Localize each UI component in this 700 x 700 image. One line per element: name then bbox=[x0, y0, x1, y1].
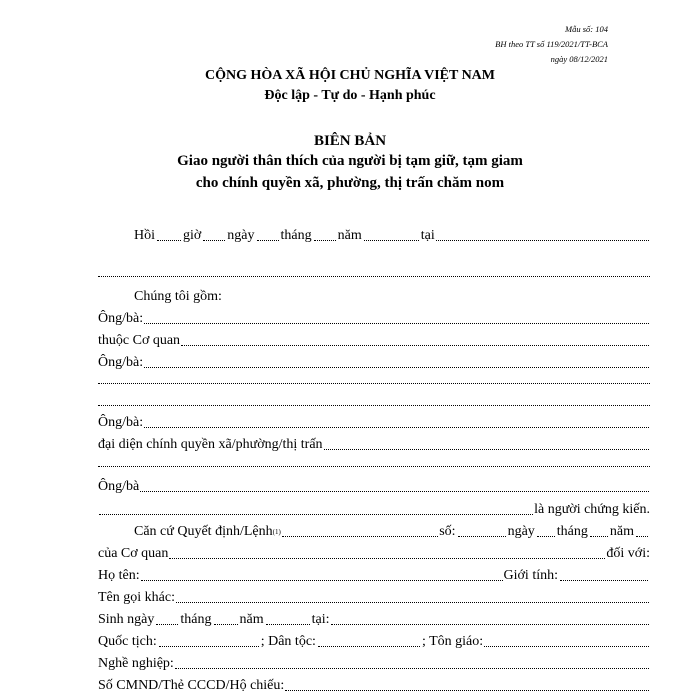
full-name-field[interactable] bbox=[141, 580, 503, 581]
officer-1-field[interactable] bbox=[144, 323, 649, 324]
officer-2-field[interactable] bbox=[144, 367, 649, 368]
local-authority-row bbox=[98, 437, 650, 453]
witness-row-2 bbox=[98, 502, 650, 518]
label-doi-voi: đối với: bbox=[606, 546, 650, 561]
form-regulation: BH theo TT số 119/2021/TT-BCA bbox=[495, 39, 608, 49]
time-place-row bbox=[98, 228, 650, 244]
motto: Độc lập - Tự do - Hạnh phúc bbox=[264, 88, 436, 103]
witness-label: là người chứng kiến. bbox=[534, 502, 650, 517]
hour-field[interactable] bbox=[157, 240, 181, 241]
decision-year-field[interactable] bbox=[636, 536, 648, 537]
representative-row bbox=[98, 415, 650, 431]
label-so-cmnd: Số CMND/Thẻ CCCD/Hộ chiếu: bbox=[98, 678, 285, 693]
birthplace-field[interactable] bbox=[331, 624, 650, 625]
label-hoi: Hồi bbox=[134, 228, 155, 243]
birth-year-field[interactable] bbox=[266, 624, 310, 625]
label-quoc-tich: Quốc tịch: bbox=[98, 634, 157, 649]
nationality-field[interactable] bbox=[159, 646, 259, 647]
label-ton-giao: ; Tôn giáo: bbox=[421, 634, 484, 649]
label-tai: tại bbox=[420, 228, 435, 243]
country-name: CỘNG HÒA XÃ HỘI CHỦ NGHĨA VIỆT NAM bbox=[204, 68, 495, 83]
label-ong-ba-1: Ông/bà: bbox=[98, 311, 144, 326]
form-code-block bbox=[408, 22, 608, 67]
participants-intro: Chúng tôi gồm: bbox=[134, 289, 222, 304]
label-birth-thang: tháng bbox=[180, 612, 212, 627]
day-field[interactable] bbox=[257, 240, 279, 241]
label-thang: tháng bbox=[280, 228, 312, 243]
decision-number-field[interactable] bbox=[458, 536, 506, 537]
label-basis-ngay: ngày bbox=[507, 524, 535, 539]
label-thuoc-co-quan: thuộc Cơ quan bbox=[98, 333, 181, 348]
label-nghe-nghiep: Nghề nghiệp: bbox=[98, 656, 174, 671]
form-date: ngày 08/12/2021 bbox=[550, 54, 608, 64]
label-dan-toc: ; Dân tộc: bbox=[260, 634, 316, 649]
id-number-row bbox=[98, 678, 650, 694]
representative-field[interactable] bbox=[144, 427, 649, 428]
agency-row bbox=[98, 333, 650, 349]
witness-row bbox=[98, 479, 650, 495]
participants-intro-row bbox=[98, 289, 650, 305]
form-code: Mẫu số: 104 bbox=[565, 24, 608, 34]
minute-field[interactable] bbox=[203, 240, 225, 241]
label-so: số: bbox=[439, 524, 456, 539]
document-subtitle-1: Giao người thân thích của người bị tạm giữ, tạm giam bbox=[177, 153, 523, 169]
year-field[interactable] bbox=[364, 240, 419, 241]
footnote-marker: (1) bbox=[272, 528, 281, 536]
occupation-field[interactable] bbox=[175, 668, 649, 669]
document-title: BIÊN BẢN bbox=[313, 133, 387, 149]
occupation-row bbox=[98, 656, 650, 672]
document-subtitle-2: cho chính quyền xã, phường, thị trấn chăm nom bbox=[195, 175, 505, 191]
basis-row bbox=[98, 524, 650, 540]
birth-day-field[interactable] bbox=[156, 624, 178, 625]
label-gio: giờ bbox=[183, 228, 202, 243]
officer-1-row bbox=[98, 311, 650, 327]
label-dai-dien: đại diện chính quyền xã/phường/thị trấn bbox=[98, 437, 323, 452]
label-can-cu: Căn cứ Quyết định/Lệnh bbox=[134, 524, 273, 539]
label-basis-thang: tháng bbox=[556, 524, 588, 539]
ethnicity-field[interactable] bbox=[318, 646, 420, 647]
witness-field[interactable] bbox=[140, 491, 649, 492]
month-field[interactable] bbox=[314, 240, 336, 241]
label-ong-ba-3: Ông/bà: bbox=[98, 415, 144, 430]
label-ong-ba-4: Ông/bà bbox=[98, 479, 140, 494]
name-row bbox=[98, 568, 650, 584]
label-ten-goi-khac: Tên gọi khác: bbox=[98, 590, 175, 605]
label-ong-ba-2: Ông/bà: bbox=[98, 355, 144, 370]
decision-month-field[interactable] bbox=[590, 536, 608, 537]
birth-row bbox=[98, 612, 650, 628]
decision-day-field[interactable] bbox=[537, 536, 555, 537]
id-number-field[interactable] bbox=[285, 690, 649, 691]
local-authority-field[interactable] bbox=[324, 449, 649, 450]
birth-month-field[interactable] bbox=[214, 624, 238, 625]
label-birth-tai: tại: bbox=[311, 612, 330, 627]
decision-field[interactable] bbox=[282, 536, 438, 537]
label-ngay: ngày bbox=[227, 228, 255, 243]
label-cua-co-quan: của Cơ quan bbox=[98, 546, 169, 561]
gender-field[interactable] bbox=[560, 580, 648, 581]
label-sinh-ngay: Sinh ngày bbox=[98, 612, 155, 627]
label-birth-nam: năm bbox=[239, 612, 264, 627]
witness-field-continued[interactable] bbox=[99, 514, 533, 515]
officer-2-continued-2[interactable] bbox=[98, 405, 650, 406]
label-ho-ten: Họ tên: bbox=[98, 568, 140, 583]
religion-field[interactable] bbox=[484, 646, 649, 647]
nationality-row bbox=[98, 634, 650, 650]
issuing-agency-field[interactable] bbox=[169, 558, 605, 559]
officer-2-row bbox=[98, 355, 650, 371]
label-gioi-tinh: Giới tính: bbox=[503, 568, 558, 583]
alias-field[interactable] bbox=[176, 602, 649, 603]
alias-row bbox=[98, 590, 650, 606]
place-field[interactable] bbox=[436, 240, 649, 241]
issuing-agency-row bbox=[98, 546, 650, 562]
place-field-continued[interactable] bbox=[98, 276, 650, 277]
agency-field[interactable] bbox=[181, 345, 649, 346]
officer-2-continued-1[interactable] bbox=[98, 383, 650, 384]
label-basis-nam: năm bbox=[609, 524, 634, 539]
local-authority-continued[interactable] bbox=[98, 466, 650, 467]
label-nam: năm bbox=[337, 228, 362, 243]
